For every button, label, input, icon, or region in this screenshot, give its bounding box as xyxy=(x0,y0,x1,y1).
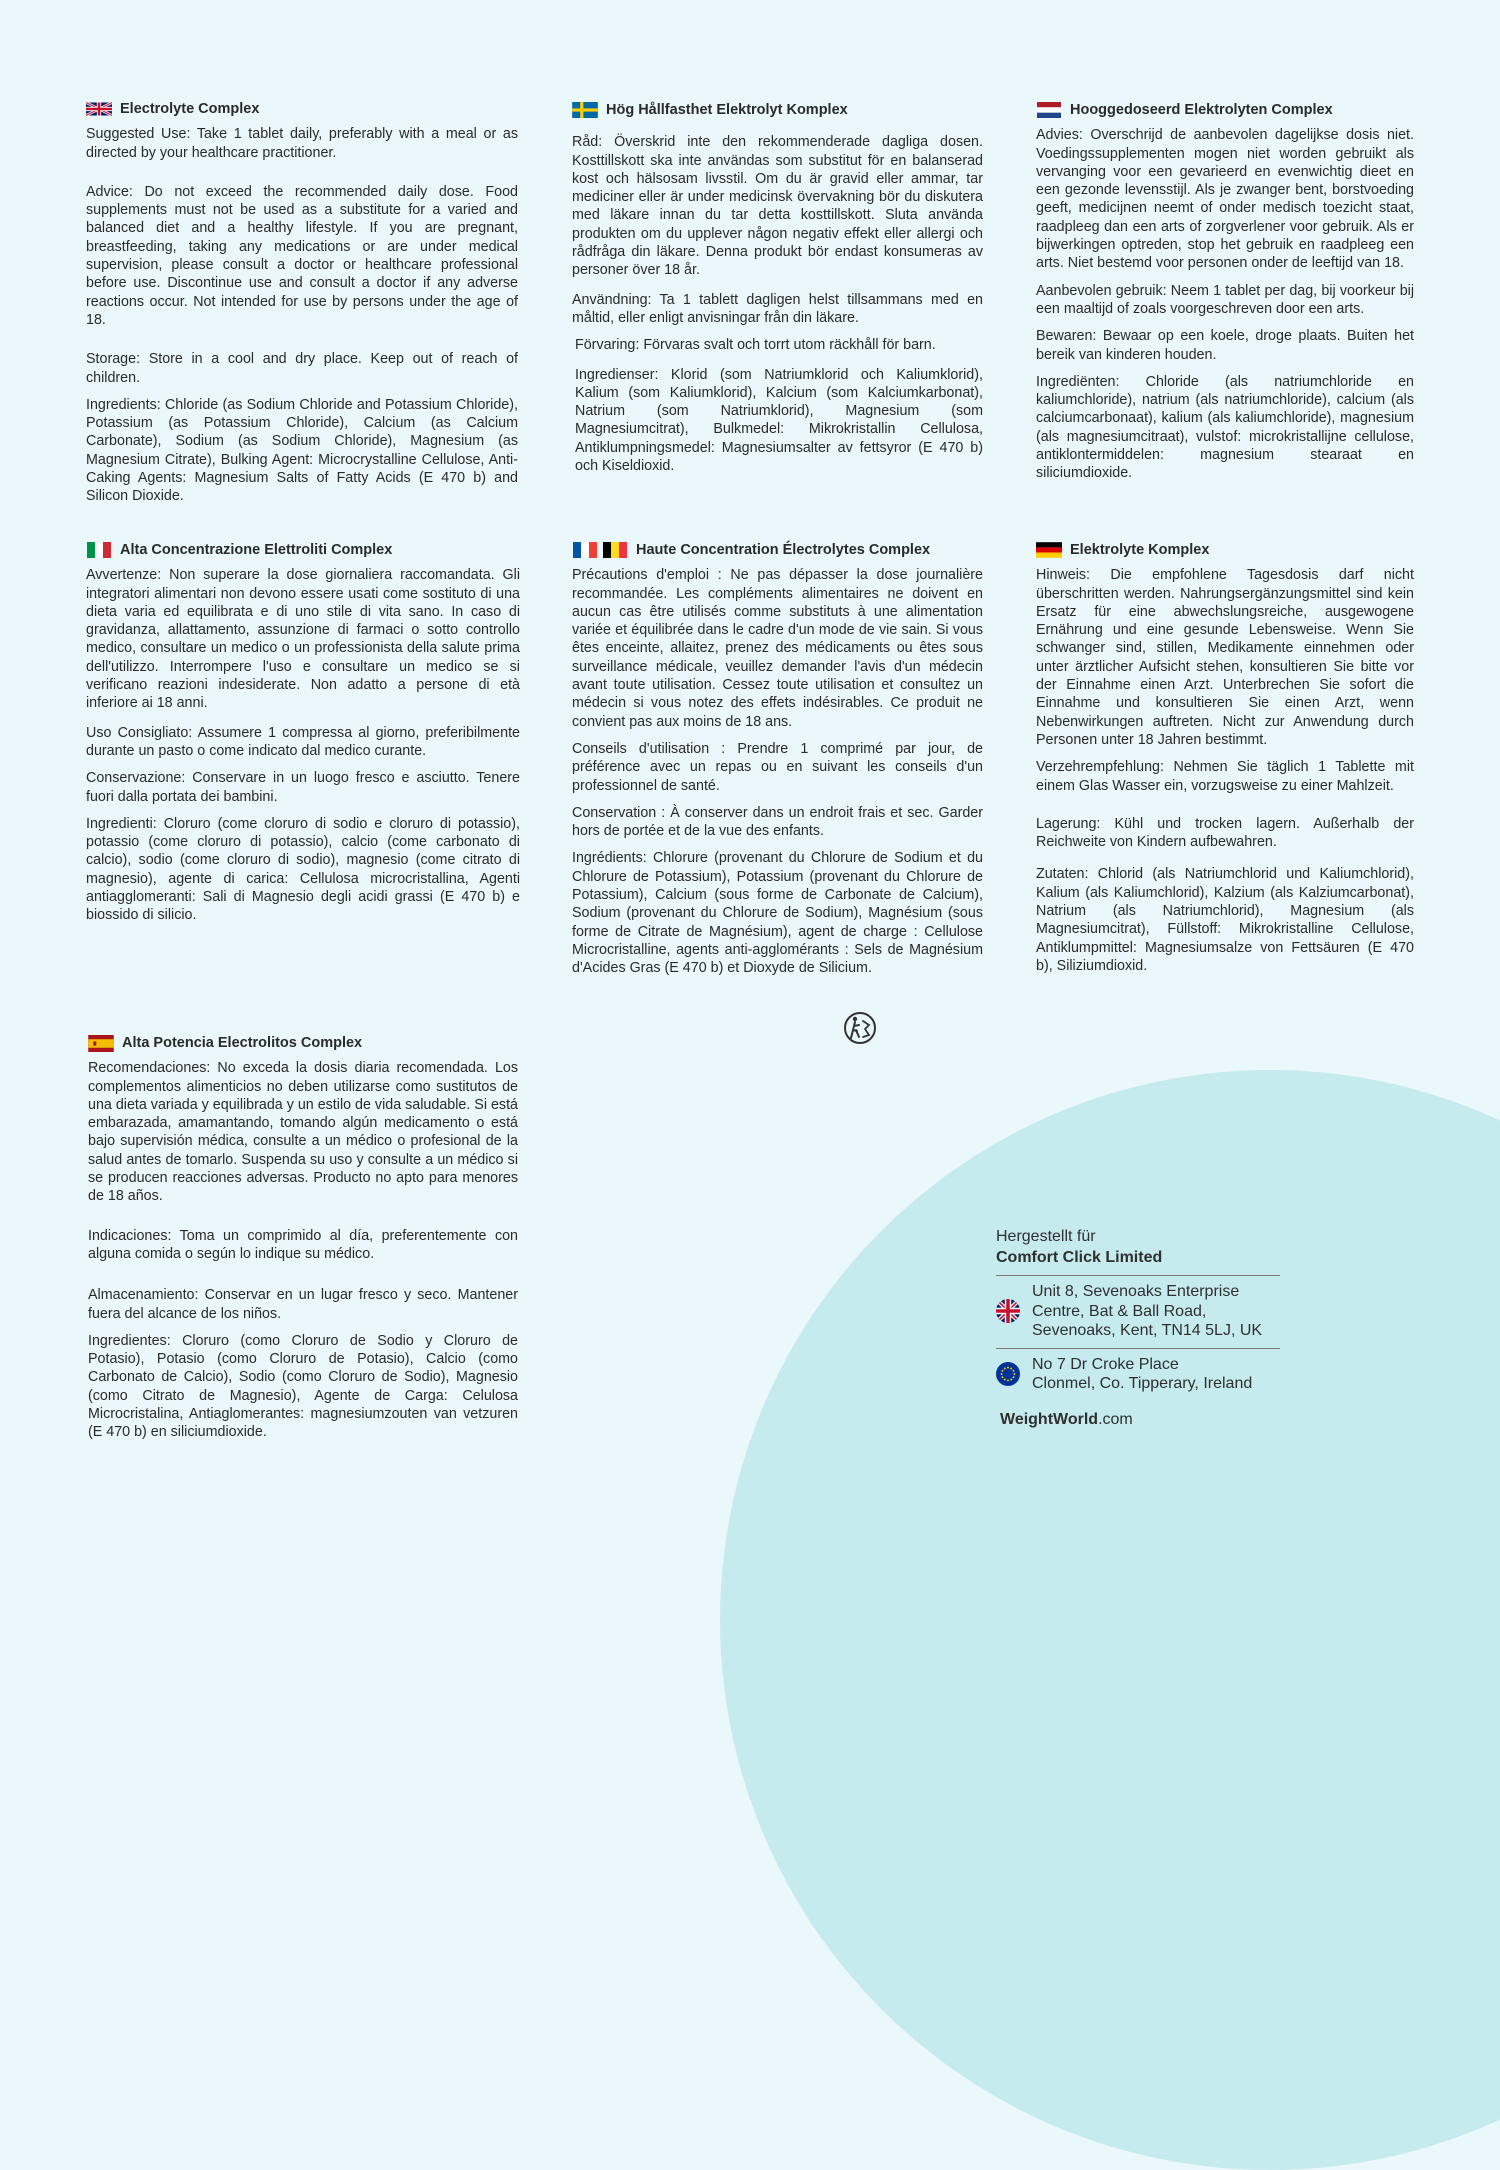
advice-text: Råd: Överskrid inte den rekommenderade dagliga dosen. Kosttillskott ska inte användas som substitut för en balanserad kost och hälsosam livsstil. Om du är gravid eller ammar, tar mediciner eller är under medicinsk övervakning bör du diskutera med läkare innan du tar detta kosttillskott. Sluta använda produkten om du upplever någon negativ effekt eller allergi och rådfråga din läkare. Denna produkt bör endast konsumeras av personer över 18 år. xyxy=(572,134,983,279)
netherlands-flag-icon xyxy=(1036,102,1062,118)
address-line: Clonmel, Co. Tipperary, Ireland xyxy=(1032,1375,1253,1392)
website-link[interactable] xyxy=(1000,1411,1280,1429)
address-line: No 7 Dr Croke Place xyxy=(1032,1355,1179,1373)
ingredients-text: Ingredientes: Cloruro (como Cloruro de Sodio y Cloruro de Potasio), Potasio (como Cloruro de Potasio), Calcio (como Carbonato de Calcio), Sodio (como Cloruro de Sodio), Magnesio (como Citrato de Magnesio), Agente de Carga: Celulosa Microcristalina, Antiaglomerantes: magnesiumzouten van vetzuren (E 470 b) en siliciumdioxide. xyxy=(88,1332,518,1441)
ingredients-text: Ingrédients: Chlorure (provenant du Chlorure de Sodium et du Chlorure de Potassium), Potassium (provenant du Chlorure de Potassium), Calcium (sous forme de Carbonate de Calcium), Sodium (provenant du Chlorure de Sodium), Magnésium (sous forme de Citrate de Magnésium), agent de charge : Cellulose Microcristalline, agents anti-agglomérants : Sels de Magnésium d'Acides Gras (E 470 b) et Dioxyde de Silicium. xyxy=(572,850,983,977)
address-line: Sevenoaks, Kent, TN14 5LJ, UK xyxy=(1032,1322,1263,1339)
ingredients-text: Zutaten: Chlorid (als Natriumchlorid und Kaliumchlorid), Kalium (als Kaliumchlorid), Kalzium (als Kalziumcarbonat), Natrium (als Natriumchlorid), Magnesium (als Magnesiumcitrat), Füllstoff: Mikrokristalline Cellulose, Antiklumpmittel: Magnesiumsalze von Fettsäuren (E 470 b), Siliziumdioxid. xyxy=(1036,866,1414,974)
usage-text: Conseils d'utilisation : Prendre 1 comprimé par jour, de préférence avec un repas ou en suivant les conseils d'un professionnel de santé. xyxy=(572,740,983,794)
section-italian xyxy=(86,541,520,934)
storage-text: Almacenamiento: Conservar en un lugar fresco y seco. Mantener fuera del alcance de los niños. xyxy=(88,1287,518,1322)
germany-flag-icon xyxy=(1036,542,1062,558)
storage-text: Conservation : À conserver dans un endroit frais et sec. Garder hors de portée et de la vue des enfants. xyxy=(572,804,983,840)
section-title: Haute Concentration Électrolytes Complex xyxy=(636,542,931,558)
ingredients-text: Ingrediënten: Chloride (als natriumchloride en kaliumchloride), natrium (als natriumchloride), calcium (als calciumcarbonaat), kalium (als kaliumchloride), magnesium (als magnesiumcitraat), vulstof: microkristallijne cellulose, antiklontermiddelen: magnesium stearaat en siliciumdioxide. xyxy=(1036,373,1414,482)
ingredients-text: Ingredienti: Cloruro (come cloruro di sodio e cloruro di potassio), potassio (come cloruro di potassio), calcio (come carbonato di calcio), sodio (come cloruro di sodio), magnesio (come citrato di magnesio), agente di carica: Cellulosa microcristallina, Agenti antiagglomeranti: Sali di Magnesio degli acidi grassi (E 470 b) e biossido di silicio. xyxy=(86,815,520,924)
france-flag-icon xyxy=(572,542,598,558)
section-title: Alta Concentrazione Elettroliti Complex xyxy=(120,542,393,558)
address-line: Centre, Bat & Ball Road, xyxy=(1032,1302,1207,1320)
uk-address-row xyxy=(996,1275,1280,1348)
section-title: Hög Hållfasthet Elektrolyt Komplex xyxy=(606,102,848,118)
spain-flag-icon xyxy=(88,1035,114,1052)
advice-text: Précautions d'emploi : Ne pas dépasser la dose journalière recommandée. Les compléments alimentaires ne doivent en aucun cas être utilisés comme substituts à une alimentation variée et équilibrée dans le cadre d'un mode de vie sain. Si vous êtes enceinte, allaitez, prenez des médicaments ou êtes sous surveillance médicale, veuillez demander l'avis d'un médecin avant toute utilisation. Cessez toute utilisation et consultez un médecin si vous notez des effets indésirables. Ce produit ne convient pas aux moins de 18 ans. xyxy=(572,567,983,730)
address-line: Unit 8, Sevenoaks Enterprise xyxy=(1032,1283,1240,1300)
section-french xyxy=(572,541,983,987)
section-english xyxy=(86,100,518,515)
storage-text: Lagerung: Kühl und trocken lagern. Außerhalb der Reichweite von Kindern aufbewahren. xyxy=(1036,815,1414,851)
section-german xyxy=(1036,541,1414,984)
ingredients-text: Ingredients: Chloride (as Sodium Chloride and Potassium Chloride), Potassium (as Potassium Chloride), Calcium (as Calcium Carbonate), Sodium (as Sodium Chloride), Magnesium (as Magnesium Citrate), Bulking Agent: Microcrystalline Cellulose, Anti-Caking Agents: Magnesium Salts of Fatty Acids (E 470 b) and Silicon Dioxide. xyxy=(86,396,518,505)
suggested-use-text: Suggested Use: Take 1 tablet daily, preferably with a meal or as directed by your healthcare practitioner. xyxy=(86,126,518,161)
section-title: Electrolyte Complex xyxy=(120,101,260,117)
section-dutch xyxy=(1036,101,1414,492)
eu-address-row xyxy=(996,1348,1280,1401)
website-tld: .com xyxy=(1098,1410,1133,1428)
company-name: Comfort Click Limited xyxy=(996,1249,1163,1266)
manufacturer-label: Hergestellt für xyxy=(996,1228,1096,1245)
eu-flag-icon xyxy=(996,1362,1020,1386)
triman-recycling-icon xyxy=(843,1011,877,1045)
advice-text: Advies: Overschrijd de aanbevolen dagelijkse dosis niet. Voedingssupplementen mogen niet worden gebruikt als vervanging voor een gevarieerd en evenwichtig dieet en een gezonde levensstijl. Als je zwanger bent, borstvoeding geeft, medicijnen neemt of onder medisch toezicht staat, raadpleeg dan een arts of zorgverlener voor gebruik. Als er bijwerkingen optreden, stop het gebruik en raadpleeg een arts. Niet bestemd voor personen onder de leeftijd van 18. xyxy=(1036,127,1414,272)
advice-text: Avvertenze: Non superare la dose giornaliera raccomandata. Gli integratori alimentari non devono essere usati come sostituto di una dieta varia ed equilibrata e di uno stile di vita sano. In caso di gravidanza, allattamento, assunzione di farmaci o sotto controllo medico, consultare un medico o un professionista della salute prima dell'utilizzo. Interrompere l'uso e consultare un medico se si verificano reazioni indesiderate. Non adatto a persone di età inferiore ai 18 anni. xyxy=(86,567,520,712)
usage-text: Verzehrempfehlung: Nehmen Sie täglich 1 Tablette mit einem Glas Wasser ein, vorzugsweise zu einer Mahlzeit. xyxy=(1036,759,1414,794)
uk-flag-icon xyxy=(86,101,112,117)
website-brand: WeightWorld xyxy=(1000,1410,1099,1428)
storage-text: Storage: Store in a cool and dry place. Keep out of reach of children. xyxy=(86,351,518,386)
belgium-flag-icon xyxy=(602,542,628,558)
usage-text: Uso Consigliato: Assumere 1 compressa al giorno, preferibilmente durante un pasto o come indicato dal medico curante. xyxy=(86,724,520,759)
ingredients-text: Ingredienser: Klorid (som Natriumklorid och Kaliumklorid), Kalium (som Kaliumklorid), Kalcium (som Kalciumkarbonat), Natrium (som Natriumklorid), Magnesium (som Magnesiumcitrat), Bulkmedel: Mikrokristallin Cellulosa, Antiklumpningsmedel: Magnesiumsalter av fettsyror (E 470 b) och Kiseldioxid. xyxy=(575,366,983,475)
storage-text: Förvaring: Förvaras svalt och torrt utom räckhåll för barn. xyxy=(575,337,936,354)
storage-text: Bewaren: Bewaar op een koele, droge plaats. Buiten het bereik van kinderen houden. xyxy=(1036,328,1414,363)
storage-text: Conservazione: Conservare in un luogo fresco e asciutto. Tenere fuori dalla portata dei bambini. xyxy=(86,770,520,805)
advice-text: Advice: Do not exceed the recommended daily dose. Food supplements must not be used as a substitute for a varied and balanced diet and a healthy lifestyle. If you are pregnant, breastfeeding, taking any medications or are under medical supervision, please consult a doctor or healthcare professional before use. Discontinue use and consult a doctor if any adverse reactions occur. Not intended for use by persons under the age of 18. xyxy=(86,183,518,328)
section-swedish xyxy=(572,101,983,484)
manufacturer-info xyxy=(996,1227,1280,1429)
advice-text: Hinweis: Die empfohlene Tagesdosis darf nicht überschritten werden. Nahrungsergänzungsmittel sind kein Ersatz für eine abwechslungsreiche, ausgewogene Ernährung und eine gesunde Lebensweise. Wenn Sie schwanger sind, stillen, Medikamente einnehmen oder unter ärztlicher Aufsicht stehen, konsultieren Sie bitte vor der Einnahme einen Arzt. Unterbrechen Sie sofort die Einnahme und konsultieren Sie einen Arzt, wenn Nebenwirkungen auftreten. Nicht zur Anwendung durch Personen unter 18 Jahren bestimmt. xyxy=(1036,567,1414,748)
usage-text: Indicaciones: Toma un comprimido al día, preferentemente con alguna comida o según lo indique su médico. xyxy=(88,1227,518,1262)
sweden-flag-icon xyxy=(572,102,598,118)
usage-text: Aanbevolen gebruik: Neem 1 tablet per dag, bij voorkeur bij een maaltijd of zoals voorgeschreven door een arts. xyxy=(1036,282,1414,317)
advice-text: Recomendaciones: No exceda la dosis diaria recomendada. Los complementos alimenticios no deben utilizarse como sustitutos de una dieta variada y equilibrada y un estilo de vida saludable. Si está embarazada, amamantando, tomando algún medicamento o está bajo supervisión médica, consulte a un médico o profesional de la salud antes de tomarlo. Suspenda su uso y consulte a un médico si se producen reacciones adversas. Producto no apto para menores de 18 años. xyxy=(88,1060,518,1205)
section-title: Hooggedoseerd Elektrolyten Complex xyxy=(1070,102,1333,118)
section-title: Alta Potencia Electrolitos Complex xyxy=(122,1035,363,1051)
uk-flag-icon xyxy=(996,1299,1020,1323)
italy-flag-icon xyxy=(86,542,112,558)
usage-text: Användning: Ta 1 tablett dagligen helst tillsammans med en måltid, eller enligt anvisningar från din läkare. xyxy=(572,291,983,326)
section-spanish xyxy=(88,1034,518,1451)
section-title: Elektrolyte Komplex xyxy=(1070,542,1210,558)
